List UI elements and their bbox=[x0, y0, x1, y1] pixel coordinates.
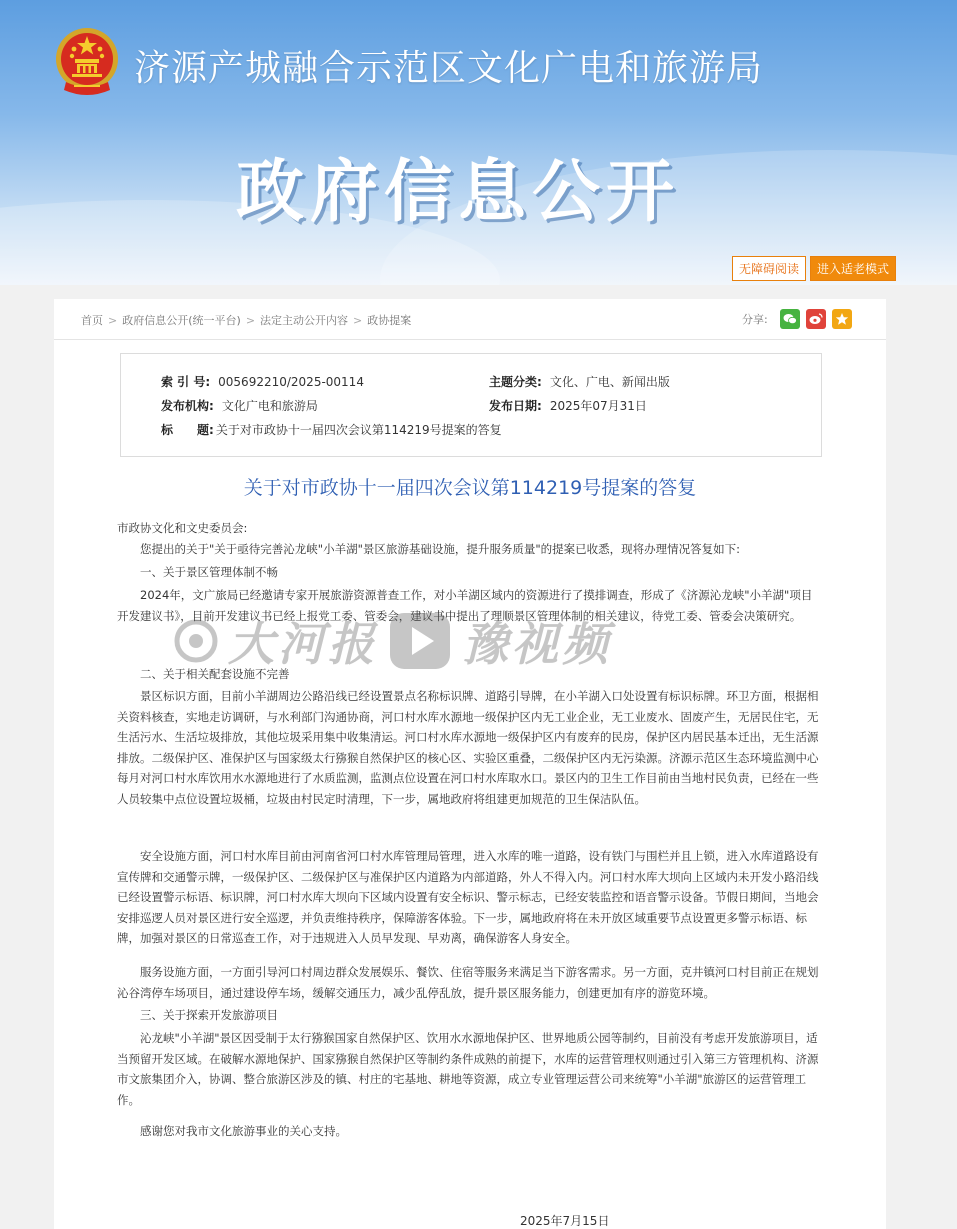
meta-category-value: 文化、广电、新闻出版 bbox=[549, 375, 670, 389]
breadcrumb-gov-info[interactable]: 政府信息公开(统一平台) bbox=[122, 314, 241, 327]
accessible-reading-button[interactable]: 无障碍阅读 bbox=[732, 256, 806, 281]
meta-category bbox=[489, 373, 670, 390]
meta-publisher-value: 文化广电和旅游局 bbox=[221, 399, 318, 413]
breadcrumb-separator: > bbox=[108, 314, 118, 327]
document-meta-box bbox=[120, 353, 822, 457]
org-name: 济源产城融合示范区文化广电和旅游局 bbox=[134, 48, 764, 89]
meta-date-value: 2025年07月31日 bbox=[549, 399, 647, 413]
national-emblem-icon bbox=[54, 26, 120, 100]
breadcrumb bbox=[81, 312, 411, 328]
header-banner bbox=[0, 0, 957, 285]
breadcrumb-separator: > bbox=[245, 314, 256, 327]
mode-buttons bbox=[732, 256, 896, 281]
meta-category-label: 主题分类: bbox=[489, 375, 542, 389]
wechat-share-icon[interactable] bbox=[780, 309, 800, 329]
elder-mode-button[interactable]: 进入适老模式 bbox=[810, 256, 896, 281]
paragraph-closing: 感谢您对我市文化旅游事业的关心支持。 bbox=[140, 1124, 347, 1138]
section-heading-3: 三、关于探索开发旅游项目 bbox=[140, 1008, 278, 1022]
meta-title-value: 关于对市政协十一届四次会议第114219号提案的答复 bbox=[215, 423, 502, 437]
share-bar bbox=[742, 309, 852, 329]
breadcrumb-separator: > bbox=[353, 314, 363, 327]
breadcrumb-home[interactable]: 首页 bbox=[81, 314, 103, 327]
meta-date bbox=[489, 397, 647, 414]
meta-date-label: 发布日期: bbox=[489, 399, 542, 413]
breadcrumb-bar bbox=[54, 299, 886, 340]
breadcrumb-statutory[interactable]: 法定主动公开内容 bbox=[260, 314, 349, 327]
content-panel bbox=[54, 299, 886, 1229]
paragraph-2: 景区标识方面，目前小羊湖周边公路沿线已经设置景点名称标识牌、道路引导牌，在小羊湖入口处设置有标识标牌。环卫方面，根据相关资料核查，实地走访调研，与水利部门沟通协商，河口村水库水源地一级保护区内无工业企业，无工业废水、固废产生，无居民住宅，无生活污水、生活垃圾排放，其他垃圾采用集中收集清运。河口村水库水源地一级保护区内有废弃的民房，保护区内居民基本迁出，无生活源排放。二级保护区、准保护区与国家级太行猕猴自然保护区的核心区、实验区重叠，二级保护区内无污染源。济源示范区生态环境监测中心每月对河口村水库饮用水水源地进行了水质监测，监测点位设置在河口村水库取水口。景区内的卫生工作目前由当地村民负责，已经在一些人员较集中点位设置垃圾桶，垃圾由村民定时清理，下一步，属地政府将组建更加规范的卫生保洁队伍。 bbox=[117, 689, 819, 806]
meta-title bbox=[161, 421, 502, 438]
watermark-text-yu: 豫视频 bbox=[462, 617, 612, 671]
section-heading-2: 二、关于相关配套设施不完善 bbox=[140, 667, 290, 681]
meta-publisher bbox=[161, 397, 318, 414]
favorite-star-icon[interactable] bbox=[832, 309, 852, 329]
document-title: 关于对市政协十一届四次会议第114219号提案的答复 bbox=[243, 477, 697, 499]
meta-title-label: 标 题: bbox=[161, 423, 214, 437]
breadcrumb-proposal[interactable]: 政协提案 bbox=[367, 314, 412, 327]
meta-publisher-label: 发布机构: bbox=[161, 399, 214, 413]
share-label: 分享: bbox=[742, 313, 768, 326]
salutation: 市政协文化和文史委员会: bbox=[117, 521, 248, 535]
paragraph-3: 安全设施方面，河口村水库目前由河南省河口村水库管理局管理，进入水库的唯一道路，设有铁门与围栏并且上锁，进入水库道路设有宣传牌和交通警示牌，一级保护区、二级保护区与准保护区内道路为内部道路，外人不得入内。河口村水库大坝向上区域内未开发小路沿线已经设置警示标语、标识牌，河口村水库大坝向下区域内设置有安全标识、警示标志，已经安装监控和语音警示设备。节假日期间，当地会安排巡逻人员对景区进行安全巡逻，并负责维持秩序，保障游客体验。下一步，属地政府将在未开放区域重要节点设置更多警示标语、标牌，加强对景区的日常巡查工作，对于违规进入人员早发现、早劝离，确保游客人身安全。 bbox=[117, 849, 819, 945]
paragraph-1: 2024年，文广旅局已经邀请专家开展旅游资源普查工作，对小羊湖区域内的资源进行了摸排调查，形成了《济源沁龙峡"小羊湖"项目开发建议书》，目前开发建议书已经上报党工委、管委会，建议书中提出了理顺景区管理体制的相关建议，待党工委、管委会决策研究。 bbox=[117, 588, 813, 623]
paragraph-intro: 您提出的关于"关于亟待完善沁龙峡"小羊湖"景区旅游基础设施，提升服务质量"的提案已收悉，现将办理情况答复如下: bbox=[140, 542, 741, 556]
paragraph-4: 服务设施方面，一方面引导河口村周边群众发展娱乐、餐饮、住宿等服务来满足当下游客需求。另一方面，克井镇河口村目前正在规划沁谷湾停车场项目，通过建设停车场，缓解交通压力，减少乱停乱放，提升景区服务能力，创建更加有序的游览环境。 bbox=[117, 965, 819, 1000]
paragraph-5: 沁龙峡"小羊湖"景区因受制于太行猕猴国家自然保护区、饮用水水源地保护区、世界地质公园等制约，目前没有考虑开发旅游项目，适当预留开发区域。在破解水源地保护、国家猕猴自然保护区等制约条件成熟的前提下，水库的运营管理权则通过引入第三方管理机构、济源市文旅集团介入，协调、整合旅游区涉及的镇、村庄的宅基地、耕地等资源，成立专业管理运营公司来统筹"小羊湖"旅游区的运营管理工作。 bbox=[117, 1031, 819, 1107]
weibo-share-icon[interactable] bbox=[806, 309, 826, 329]
section-heading-1: 一、关于景区管理体制不畅 bbox=[140, 565, 278, 579]
meta-index-value: 005692210/2025-00114 bbox=[218, 375, 364, 389]
meta-index bbox=[161, 373, 364, 390]
watermark-text-dahe: 大河报 bbox=[228, 617, 378, 671]
document-date: 2025年7月15日 bbox=[520, 1214, 610, 1228]
meta-index-label: 索 引 号: bbox=[161, 375, 211, 389]
section-title: 政府信息公开 bbox=[236, 153, 681, 232]
